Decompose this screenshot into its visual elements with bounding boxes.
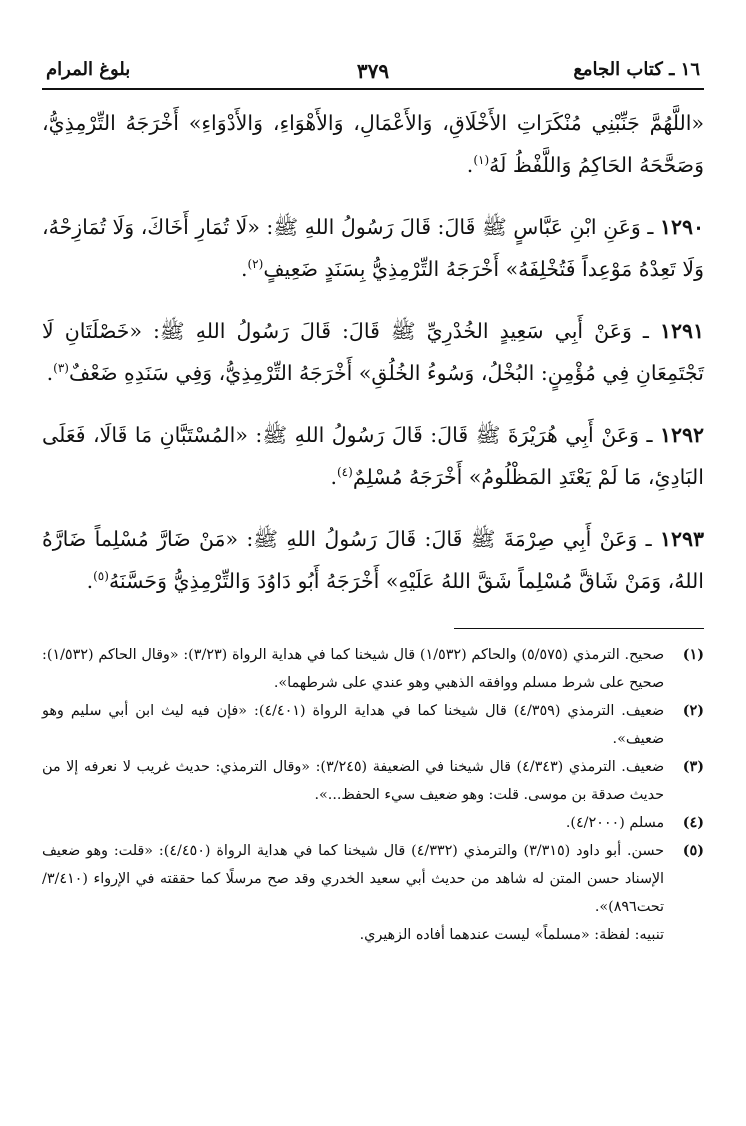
page-number: ٣٧٩ [356, 59, 390, 83]
chapter-title: ١٦ ـ كتاب الجامع [573, 59, 700, 80]
hadith-number: ١٢٩٢ [659, 423, 704, 447]
paragraph-end: . [86, 569, 94, 593]
footnote [42, 753, 704, 809]
paragraph-end: . [330, 465, 337, 489]
hadith-text: ـ وَعَنْ أَبِي صِرْمَةَ ﷺ قَالَ: قَالَ رَسُولُ اللهِ ﷺ: «مَنْ ضَارَّ مُسْلِماً ضَارَّهُ اللهُ، وَمَنْ شَاقَّ مُسْلِماً شَقَّ اللهُ عَلَيْهِ» أَخْرَجَهُ أَبُو دَاوُدَ وَالتِّرْمِذِيُّ وَحَسَّنَهُ [42, 527, 704, 593]
footnote-text: مسلم (٤/٢٠٠٠). [565, 815, 664, 831]
note-text: تنبيه: لفظة: «مسلماً» ليست عندهما أفاده الزهيري. [359, 927, 664, 943]
footnote-marker: (١) [682, 647, 704, 663]
footnote-divider [454, 628, 704, 629]
footnote-reference[interactable]: (٥) [93, 569, 109, 584]
footnote-marker: (٢) [682, 703, 704, 719]
hadith-paragraph [42, 414, 704, 498]
footnote-marker: (٥) [682, 843, 704, 859]
book-title: بلوغ المرام [46, 59, 131, 80]
footnote-text: ضعيف. الترمذي (٤/٣٥٩) قال شيخنا كما في هداية الرواة (٤/٤٠١): «فإن فيه ليث ابن أبي سليم وهو ضعيف». [42, 703, 664, 747]
footnote-text: صحيح. الترمذي (٥/٥٧٥) والحاكم (١/٥٣٢) قال شيخنا كما في هداية الرواة (٣/٢٣): «وقال الحاكم (١/٥٣٢): صحيح على شرط مسلم ووافقه الذهبي وهو عندي على شرطهما». [42, 647, 664, 691]
footnote-note [42, 921, 704, 949]
footnote-text: حسن. أبو داود (٣/٣١٥) والترمذي (٤/٣٣٢) قال شيخنا كما في هداية الرواة (٤/٤٥٠): «قلت: وهو ضعيف الإسناد حسن المتن له شاهد من حديث أبي سعيد الخدري وقد صح مرسلًا كما حققته في الإرواء (٣/٤١٠/ تحت٨٩٦)». [42, 843, 664, 915]
hadith-text: ـ وَعَنْ أَبِي هُرَيْرَةَ ﷺ قَالَ: قَالَ رَسُولُ اللهِ ﷺ: «المُسْتَبَّانِ مَا قَالَا، فَعَلَى البَادِئِ، مَا لَمْ يَعْتَدِ المَظْلُومُ» أَخْرَجَهُ مُسْلِمٌ [42, 423, 704, 489]
footnote [42, 837, 704, 921]
paragraph-end: . [46, 361, 54, 385]
paragraph-end: . [240, 257, 248, 281]
footnote-marker: (٣) [682, 759, 704, 775]
footnote-marker: (٤) [682, 815, 704, 831]
footnote [42, 809, 704, 837]
hadith-text: «اللَّهُمَّ جَنِّبْنِي مُنْكَرَاتِ الأَخْلَاقِ، وَالأَعْمَالِ، وَالأَهْوَاءِ، وَالأَدْوَاءِ» أَخْرَجَهُ التِّرْمِذِيُّ، وَصَحَّحَهُ الحَاكِمُ وَاللَّفْظُ لَهُ [42, 111, 704, 177]
hadith-paragraph [42, 518, 704, 602]
footnotes-section [42, 641, 704, 949]
book-page [42, 54, 704, 949]
hadith-paragraph [42, 206, 704, 290]
footnote-reference[interactable]: (٤) [336, 465, 353, 480]
footnote-reference[interactable]: (٣) [53, 361, 69, 376]
hadith-number: ١٢٩١ [659, 319, 704, 343]
hadith-paragraph [42, 310, 704, 394]
footnote [42, 697, 704, 753]
page-header [42, 54, 704, 90]
footnote-reference[interactable]: (١) [473, 153, 490, 168]
page-body [42, 102, 704, 949]
hadith-text: ـ وَعَنِ ابْنِ عَبَّاسٍ ﷺ قَالَ: قَالَ رَسُولُ اللهِ ﷺ: «لَا تُمَارِ أَخَاكَ، وَلَا تُمَازِحْهُ، وَلَا تَعِدْهُ مَوْعِداً فَتُخْلِفَهُ» أَخْرَجَهُ التِّرْمِذِيُّ بِسَنَدٍ ضَعِيفٍ [42, 215, 704, 281]
footnote-text: ضعيف. الترمذي (٤/٣٤٣) قال شيخنا في الضعيفة (٣/٢٤٥): «وقال الترمذي: حديث غريب لا نعرفه إلا من حديث صدقة بن موسى. قلت: وهو ضعيف سيء الحفظ...». [42, 759, 665, 803]
hadith-text: ـ وَعَنْ أَبِي سَعِيدٍ الخُدْرِيِّ ﷺ قَالَ: قَالَ رَسُولُ اللهِ ﷺ: «خَصْلَتَانِ لَا تَجْتَمِعَانِ فِي مُؤْمِنٍ: البُخْلُ، وَسُوءُ الخُلُقِ» أَخْرَجَهُ التِّرْمِذِيُّ، وَفِي سَنَدِهِ ضَعْفٌ [42, 319, 704, 385]
hadith-number: ١٢٩٠ [659, 215, 704, 239]
hadith-number: ١٢٩٣ [659, 527, 704, 551]
footnote [42, 641, 704, 697]
paragraph-end: . [466, 153, 474, 177]
footnote-reference[interactable]: (٢) [247, 257, 264, 272]
hadith-paragraph [42, 102, 704, 186]
